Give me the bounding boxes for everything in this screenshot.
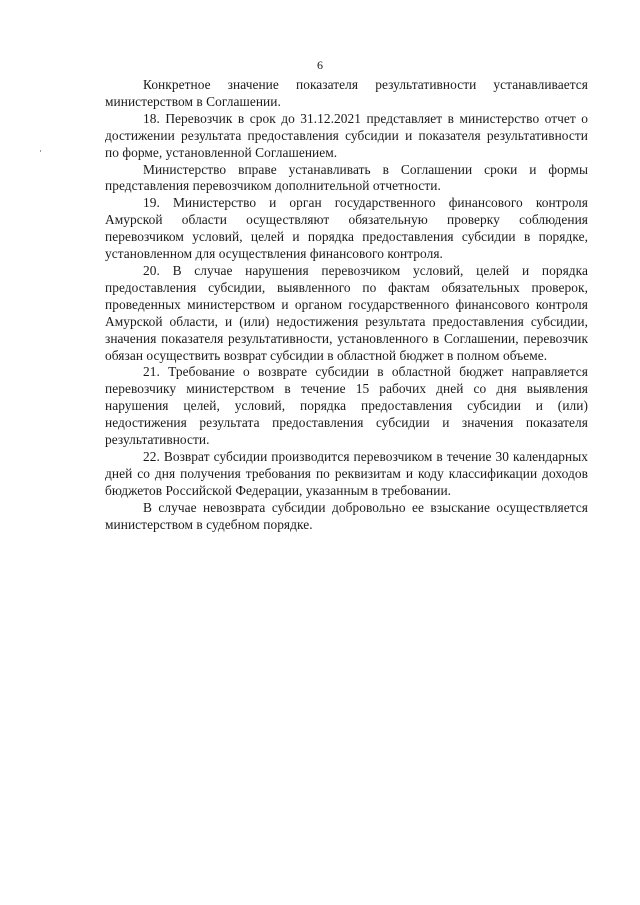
document-body <box>105 77 588 533</box>
paragraph-indicator-value: Конкретное значение показателя результативности устанавливается министерством в Соглашении. <box>105 77 588 109</box>
paragraph-additional-reporting: Министерство вправе устанавливать в Соглашении сроки и формы представления перевозчиком дополнительной отчетности. <box>105 161 588 194</box>
paragraph-21-refund-request: 21. Требование о возврате субсидии в областной бюджет направляется перевозчику министерством в течение 15 рабочих дней со дня выявления нарушения целей, условий, порядка предоставления субсидии и (или) недостижения результата предоставления субсидии и значения показателя результативности. <box>105 364 588 448</box>
page-number: 6 <box>317 58 323 72</box>
paragraph-18-report-deadline: 18. Перевозчик в срок до 31.12.2021 представляет в министерство отчет о достижении результата предоставления субсидии и показателя результативности по форме, установленной Соглашением. <box>105 110 588 160</box>
paragraph-22-refund-procedure: 22. Возврат субсидии производится перевозчиком в течение 30 календарных дней со дня получения требования по реквизитам и коду классификации доходов бюджетов Российской Федерации, указанным в требовании. <box>105 448 588 498</box>
paragraph-19-compliance-check: 19. Министерство и орган государственного финансового контроля Амурской области осуществляют обязательную проверку соблюдения перевозчиком условий, целей и порядка предоставления субсидии в порядке, установленном для осуществления финансового контроля. <box>105 195 588 262</box>
paragraph-20-violation-refund: 20. В случае нарушения перевозчиком условий, целей и порядка предоставления субсидии, выявленного по фактам обязательных проверок, проведенных министерством и органом государственного финансового контроля Амурской области, и (или) недостижения результата предоставления субсидии, значения показателя результативности, установленного в Соглашении, перевозчик обязан осуществить возврат субсидии в областной бюджет в полном объеме. <box>105 262 588 363</box>
paragraph-court-recovery: В случае невозврата субсидии добровольно ее взыскание осуществляется министерством в судебном порядке. <box>105 499 588 532</box>
scan-artifact <box>40 150 41 152</box>
